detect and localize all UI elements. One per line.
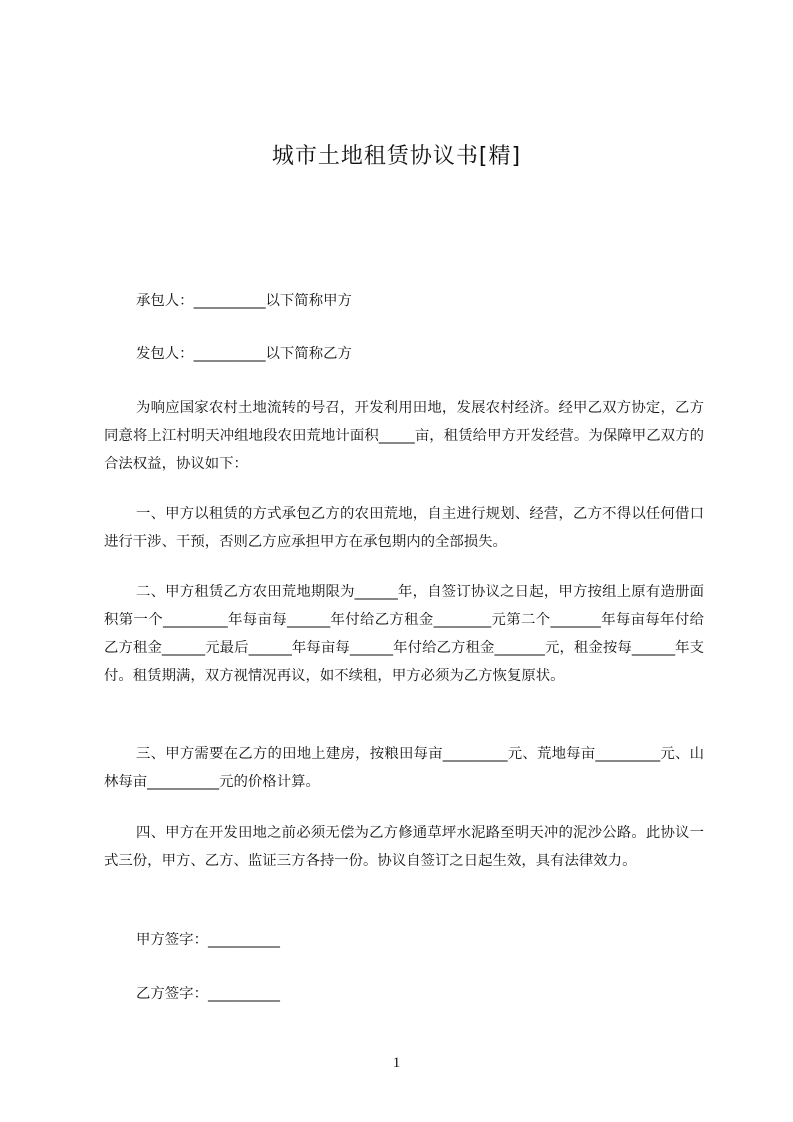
page-number: 1 <box>392 1055 401 1071</box>
clause-3: 三、甲方需要在乙方的田地上建房，按粮田每亩_________元、荒地每亩_________元、山林每亩__________元的价格计算。 <box>104 746 704 790</box>
clause-1: 一、甲方以租赁的方式承包乙方的农田荒地，自主进行规划、经营，乙方不得以任何借口进行干涉、干预，否则乙方应承担甲方在承包期内的全部损失。 <box>104 506 704 550</box>
clause-2: 二、甲方租赁乙方农田荒地期限为______年，自签订协议之日起，甲方按组上原有造册面积第一个_________年每亩每______年付给乙方租金________元第二个_______年每亩每年付给乙方租金______元最后______年每亩每______年付给乙方租金_______元，租金按每______年支付。租赁期满，双方视情况再议，如不续租，甲方必须为乙方恢复原状。 <box>104 584 704 684</box>
party-b-signature: 乙方签字：__________ <box>136 986 280 1002</box>
page-title: 城市土地租赁协议书[精] <box>271 144 522 169</box>
contractor-line: 承包人：__________以下简称甲方 <box>136 293 352 309</box>
preamble-paragraph: 为响应国家农村土地流转的号召，开发利用田地，发展农村经济。经甲乙双方协定，乙方同意将上江村明天冲组地段农田荒地计面积_____亩，租赁给甲方开发经营。为保障甲乙双方的合法权益，协议如下： <box>104 400 704 472</box>
clause-4: 四、甲方在开发田地之前必须无偿为乙方修通草坪水泥路至明天冲的泥沙公路。此协议一式三份，甲方、乙方、监证三方各持一份。协议自签订之日起生效，具有法律效力。 <box>104 825 704 869</box>
party-a-signature: 甲方签字：__________ <box>136 932 280 948</box>
lessor-line: 发包人：__________以下简称乙方 <box>136 346 352 362</box>
